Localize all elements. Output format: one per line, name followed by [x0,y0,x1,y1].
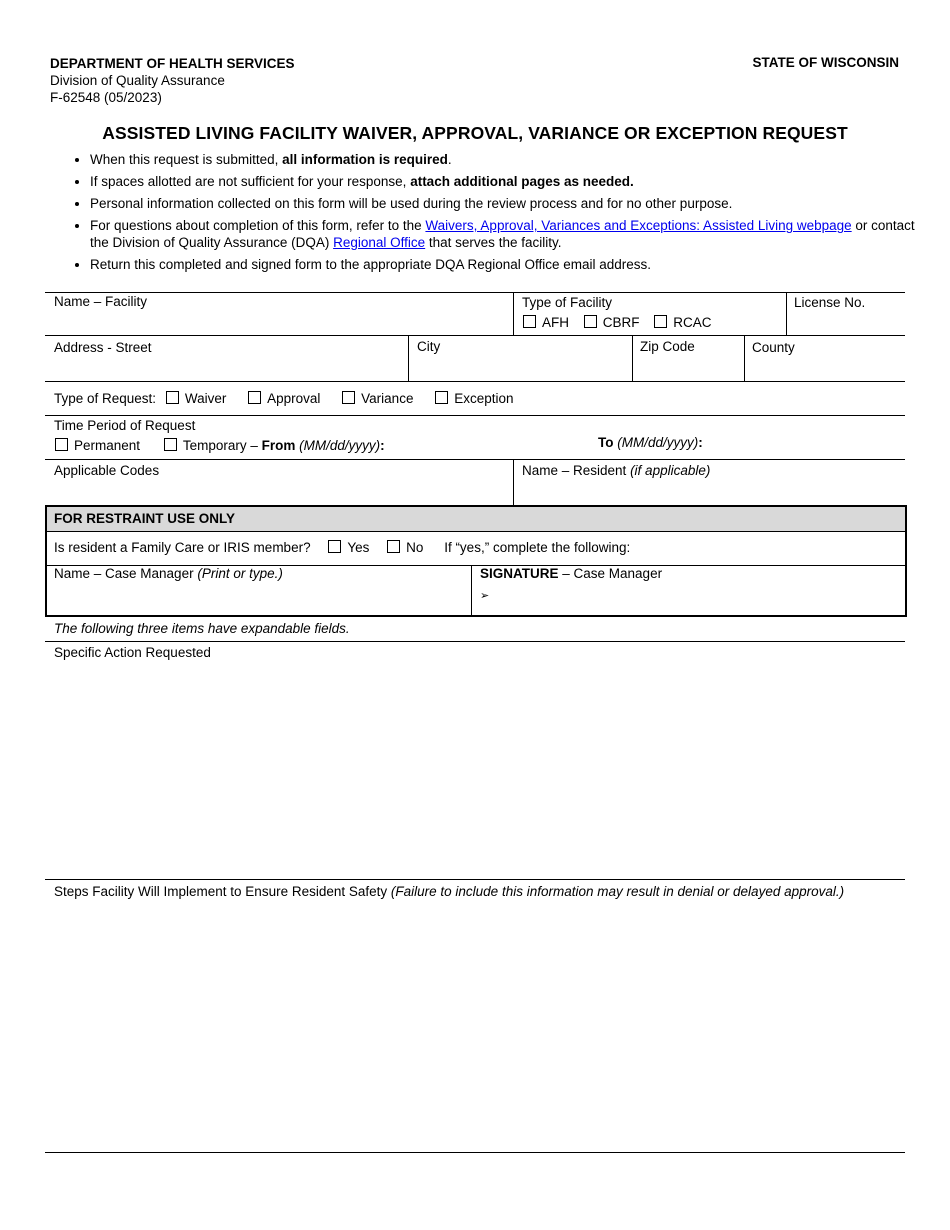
restraint-heading: FOR RESTRAINT USE ONLY [54,511,236,526]
divider [408,335,409,381]
case-manager-note: (Print or type.) [197,566,283,581]
permanent-label: Permanent [74,438,141,453]
case-manager-name-label [54,566,283,582]
divider [632,335,633,381]
time-period-options [55,438,385,454]
restraint-section [45,505,907,617]
cbrf-checkbox[interactable] [584,315,597,328]
waiver-checkbox[interactable] [166,391,179,404]
city-label: City [417,339,441,354]
to-date-label [598,435,703,451]
from-label: From [261,438,296,453]
instruction-text: or contact the Division of Quality Assurance (DQA) [90,218,915,250]
colon: : [698,435,703,450]
variance-label: Variance [361,391,414,406]
instruction-item [90,218,920,251]
divider [45,292,905,293]
colon: : [380,438,385,453]
instruction-text: that serves the facility. [425,234,562,250]
type-of-request-label: Type of Request: [54,391,157,406]
county-label: County [752,340,795,355]
yes-label: Yes [347,540,370,555]
to-label: To [598,435,614,450]
divider [45,1152,905,1153]
form-number: F-62548 (05/2023) [50,90,162,105]
time-period-label: Time Period of Request [54,418,196,433]
variance-checkbox[interactable] [342,391,355,404]
divider [513,459,514,505]
family-care-question-row [54,540,630,556]
to-format: (MM/dd/yyyy) [617,435,699,450]
instruction-item [90,257,920,274]
division-name: Division of Quality Assurance [50,73,225,88]
permanent-checkbox[interactable] [55,438,68,451]
instruction-text: Return this completed and signed form to the appropriate DQA Regional Office email address. [90,256,652,272]
steps-note: (Failure to include this information may result in denial or delayed approval.) [390,884,845,899]
steps-label [54,884,844,900]
afh-label: AFH [542,315,569,330]
instruction-text: When this request is submitted, [90,152,283,167]
steps-label-text: Steps Facility Will Implement to Ensure Resident Safety [54,884,391,899]
instruction-text: . [447,152,452,167]
instruction-text: Personal information collected on this form will be used during the review process and for no other purpose. [90,196,733,211]
rcac-label: RCAC [673,315,712,330]
temporary-checkbox[interactable] [164,438,177,451]
yes-checkbox[interactable] [328,540,341,553]
divider [744,335,745,381]
approval-checkbox[interactable] [248,391,261,404]
instruction-item [90,196,920,213]
case-manager-name-text: Name – Case Manager [54,566,198,581]
exception-checkbox[interactable] [435,391,448,404]
approval-label: Approval [267,391,321,406]
instructions-list [70,152,920,279]
header-left [50,55,295,106]
instruction-item [90,152,920,169]
no-label: No [406,540,424,555]
type-of-facility-label: Type of Facility [522,295,613,310]
if-yes-instruction: If “yes,” complete the following: [444,540,631,555]
divider [45,459,905,460]
divider [45,381,905,382]
instruction-item [90,174,920,191]
rcac-checkbox[interactable] [654,315,667,328]
zip-code-label: Zip Code [640,339,695,354]
department-name: DEPARTMENT OF HEALTH SERVICES [50,56,295,71]
name-resident-text: Name – Resident [522,463,631,478]
regional-office-link[interactable]: Regional Office [333,234,426,250]
from-format: (MM/dd/yyyy) [299,438,381,453]
state-name: STATE OF WISCONSIN [752,55,899,70]
no-checkbox[interactable] [387,540,400,553]
instruction-bold: all information is required [282,152,448,167]
license-no-label: License No. [794,295,866,310]
instruction-text: If spaces allotted are not sufficient for your response, [90,174,411,189]
divider [45,879,905,880]
specific-action-field[interactable] [46,664,904,876]
applicable-codes-label: Applicable Codes [54,463,160,478]
exception-label: Exception [454,391,514,406]
family-care-question: Is resident a Family Care or IRIS member? [54,540,311,555]
divider [471,565,472,615]
facility-options [523,315,712,331]
instruction-text: For questions about completion of this form, refer to the [90,218,426,233]
waiver-label: Waiver [184,391,227,406]
steps-field[interactable] [46,904,904,1148]
afh-checkbox[interactable] [523,315,536,328]
divider [513,292,514,335]
signature-rest: – Case Manager [558,566,663,581]
cbrf-label: CBRF [602,315,640,330]
signature-arrow-icon: ➢ [480,590,490,602]
temporary-label: Temporary – [182,438,262,453]
expandable-note: The following three items have expandable fields. [54,621,350,636]
instruction-bold: attach additional pages as needed. [410,174,634,189]
waivers-webpage-link[interactable]: Waivers, Approval, Variances and Exceptions: Assisted Living webpage [425,218,852,233]
specific-action-label: Specific Action Requested [54,645,211,660]
form-title: ASSISTED LIVING FACILITY WAIVER, APPROVAL, VARIANCE OR EXCEPTION REQUEST [102,123,848,143]
type-of-request-row [54,391,514,407]
name-resident-label [522,463,710,479]
name-resident-note: (if applicable) [630,463,711,478]
divider [45,335,905,336]
divider [45,415,905,416]
divider [786,292,787,335]
signature-bold: SIGNATURE [480,566,559,581]
divider [45,641,905,642]
signature-label [480,566,662,582]
name-facility-label: Name – Facility [54,294,148,309]
address-street-label: Address - Street [54,340,152,355]
